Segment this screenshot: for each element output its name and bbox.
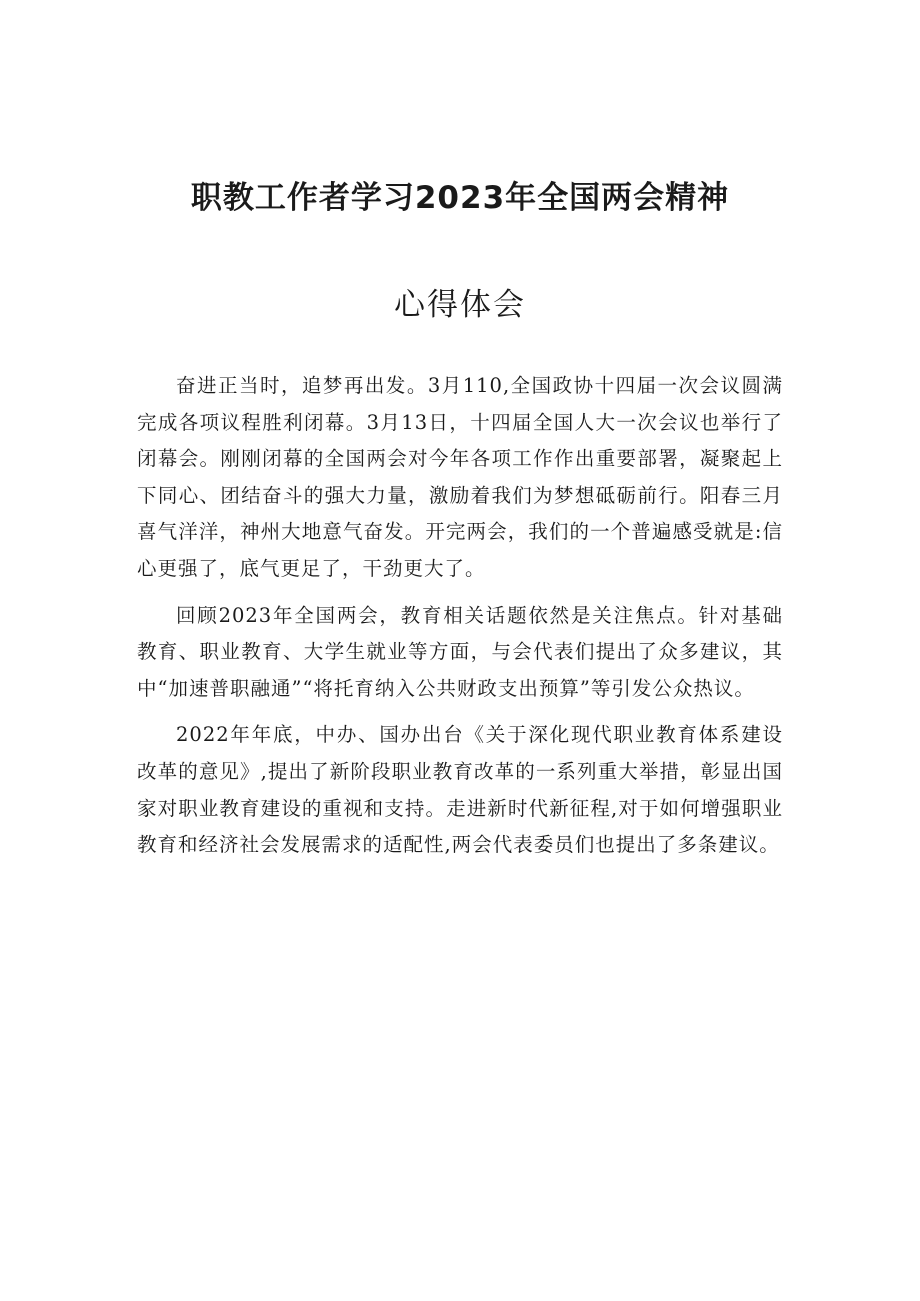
paragraph-3: 2022年年底，中办、国办出台《关于深化现代职业教育体系建设改革的意见》,提出了新阶段职业教育改革的一系列重大举措，彰显出国家对职业教育建设的重视和支持。走进新时代新征程,对于如何增强职业教育和经济社会发展需求的适配性,两会代表委员们也提出了多条建议。 xyxy=(137,723,783,857)
document-subtitle: 心得体会 xyxy=(394,287,526,323)
document-title: 职教工作者学习2023年全国两会精神 xyxy=(190,180,730,216)
paragraph-1: 奋进正当时，追梦再出发。3月110,全国政协十四届一次会议圆满完成各项议程胜利闭幕。3月13日，十四届全国人大一次会议也举行了闭幕会。刚刚闭幕的全国两会对今年各项工作作出重要部署，凝聚起上下同心、团结奋斗的强大力量，激励着我们为梦想砥砺前行。阳春三月喜气洋洋，神州大地意气奋发。开完两会，我们的一个普遍感受就是:信心更强了，底气更足了，干劲更大了。 xyxy=(137,374,783,580)
document-body xyxy=(137,368,783,874)
paragraph-2: 回顾2023年全国两会，教育相关话题依然是关注焦点。针对基础教育、职业教育、大学生就业等方面，与会代表们提出了众多建议，其中“加速普职融通”“将托育纳入公共财政支出预算”等引发公众热议。 xyxy=(137,603,783,700)
